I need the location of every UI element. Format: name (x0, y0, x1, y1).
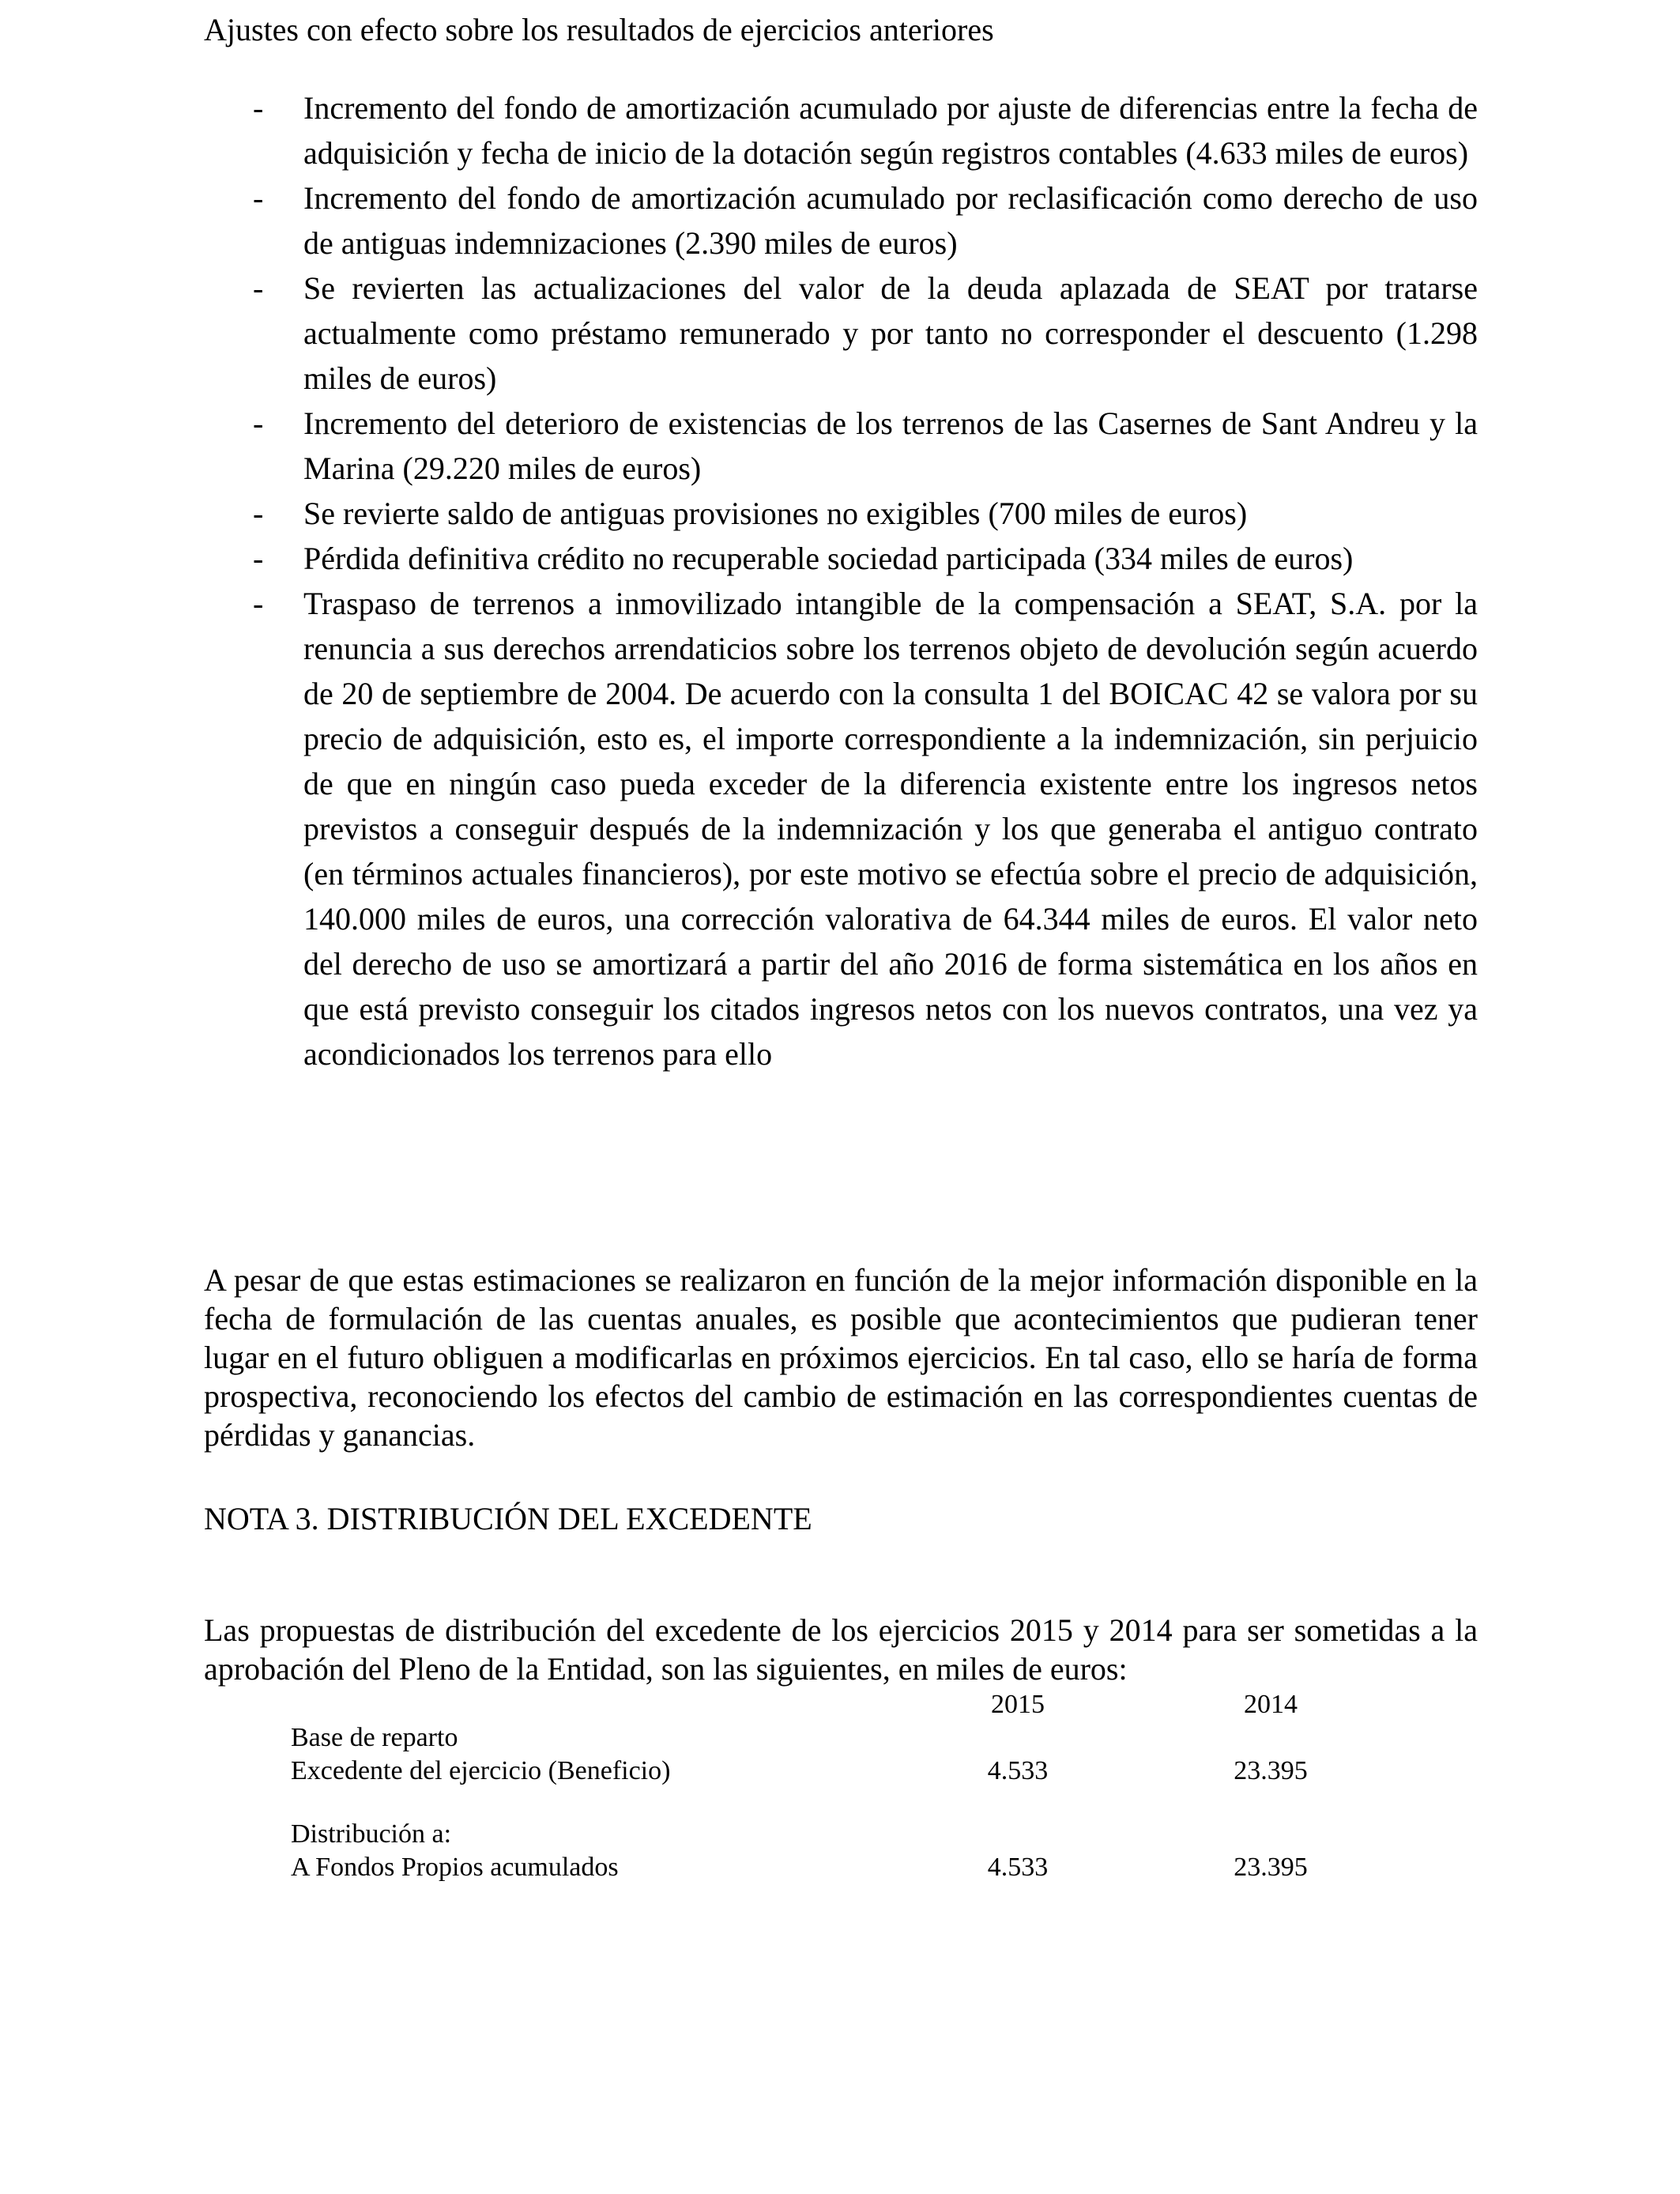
list-item-text: Incremento del fondo de amortización acumulado por ajuste de diferencias entre la fecha de adquisición y fecha de inicio de la dotación según registros contables (4.633 miles de euros) (303, 90, 1478, 171)
adjustments-list (204, 85, 1478, 1076)
nota-title: NOTA 3. DISTRIBUCIÓN DEL EXCEDENTE (204, 1501, 812, 1536)
table-row (291, 1755, 1397, 1788)
list-item-text: Traspaso de terrenos a inmovilizado intangible de la compensación a SEAT, S.A. por la renuncia a sus derechos arrendaticios sobre los terrenos objeto de devolución según acuerdo de 20 de septiembre de 2004. De acuerdo con la consulta 1 del BOICAC 42 se valora por su precio de adquisición, esto es, el importe correspondiente a la indemnización, sin perjuicio de que en ningún caso pueda exceder de la diferencia existente entre los ingresos netos previstos a conseguir después de la indemnización y los que generaba el antiguo contrato (en términos actuales financieros), por este motivo se efectúa sobre el precio de adquisición, 140.000 miles de euros, una corrección valorativa de 64.344 miles de euros. El valor neto del derecho de uso se amortizará a partir del año 2016 de forma sistemática en los años en que está previsto conseguir los citados ingresos netos con los nuevos contratos, una vez ya acondicionados los terrenos para ello (303, 586, 1478, 1072)
list-item (204, 85, 1478, 175)
table-row (291, 1818, 1397, 1851)
list-item-text: Pérdida definitiva crédito no recuperable sociedad participada (334 miles de euros) (303, 541, 1354, 576)
base-heading: Base de reparto (291, 1723, 458, 1752)
distribution-heading: Distribución a: (291, 1819, 452, 1849)
list-item-text: Se revierten las actualizaciones del valor de la deuda aplazada de SEAT por tratarse actualmente como préstamo remunerado y por tanto no corresponder el descuento (1.298 miles de euros) (303, 270, 1478, 396)
distribution-table (291, 1688, 1397, 1884)
bullet-dash: - (253, 90, 264, 126)
list-item (204, 581, 1478, 1076)
bullet-dash: - (253, 270, 264, 306)
column-header-2015: 2015 (991, 1690, 1045, 1719)
list-item-text: Incremento del fondo de amortización acumulado por reclasificación como derecho de uso de antiguas indemnizaciones (2.390 miles de euros) (303, 180, 1478, 261)
column-header-2014: 2014 (1244, 1690, 1298, 1719)
list-item-text: Se revierte saldo de antiguas provisiones no exigibles (700 miles de euros) (303, 496, 1248, 531)
distribution-row-2015: 4.533 (987, 1853, 1049, 1882)
proposal-paragraph: Las propuestas de distribución del excedente de los ejercicios 2015 y 2014 para ser sometidas a la aprobación del Pleno de la Entidad, son las siguientes, en miles de euros: (204, 1612, 1478, 1687)
table-header-row (291, 1688, 1397, 1721)
base-row-label: Excedente del ejercicio (Beneficio) (291, 1756, 671, 1785)
bullet-dash: - (253, 405, 264, 441)
list-item (204, 401, 1478, 491)
bullet-dash: - (253, 496, 264, 531)
bullet-dash: - (253, 180, 264, 216)
table-row (291, 1721, 1397, 1755)
list-item-text: Incremento del deterioro de existencias de los terrenos de las Casernes de Sant Andreu y la Marina (29.220 miles de euros) (303, 405, 1478, 486)
estimates-paragraph: A pesar de que estas estimaciones se realizaron en función de la mejor información disponible en la fecha de formulación de las cuentas anuales, es posible que acontecimientos que pudieran tener lugar en el futuro obliguen a modificarlas en próximos ejercicios. En tal caso, ello se haría de forma prospectiva, reconociendo los efectos del cambio de estimación en las correspondientes cuentas de pérdidas y ganancias. (204, 1262, 1478, 1453)
list-item (204, 536, 1478, 581)
list-item (204, 266, 1478, 401)
table-row (291, 1851, 1397, 1884)
distribution-row-2014: 23.395 (1234, 1853, 1308, 1882)
bullet-dash: - (253, 541, 264, 576)
list-item (204, 491, 1478, 536)
distribution-row-label: A Fondos Propios acumulados (291, 1853, 619, 1882)
list-item (204, 175, 1478, 266)
base-row-2015: 4.533 (987, 1756, 1049, 1785)
base-row-2014: 23.395 (1234, 1756, 1308, 1785)
table-spacer (291, 1788, 1397, 1818)
section-heading: Ajustes con efecto sobre los resultados de ejercicios anteriores (204, 12, 994, 47)
bullet-dash: - (253, 586, 264, 621)
